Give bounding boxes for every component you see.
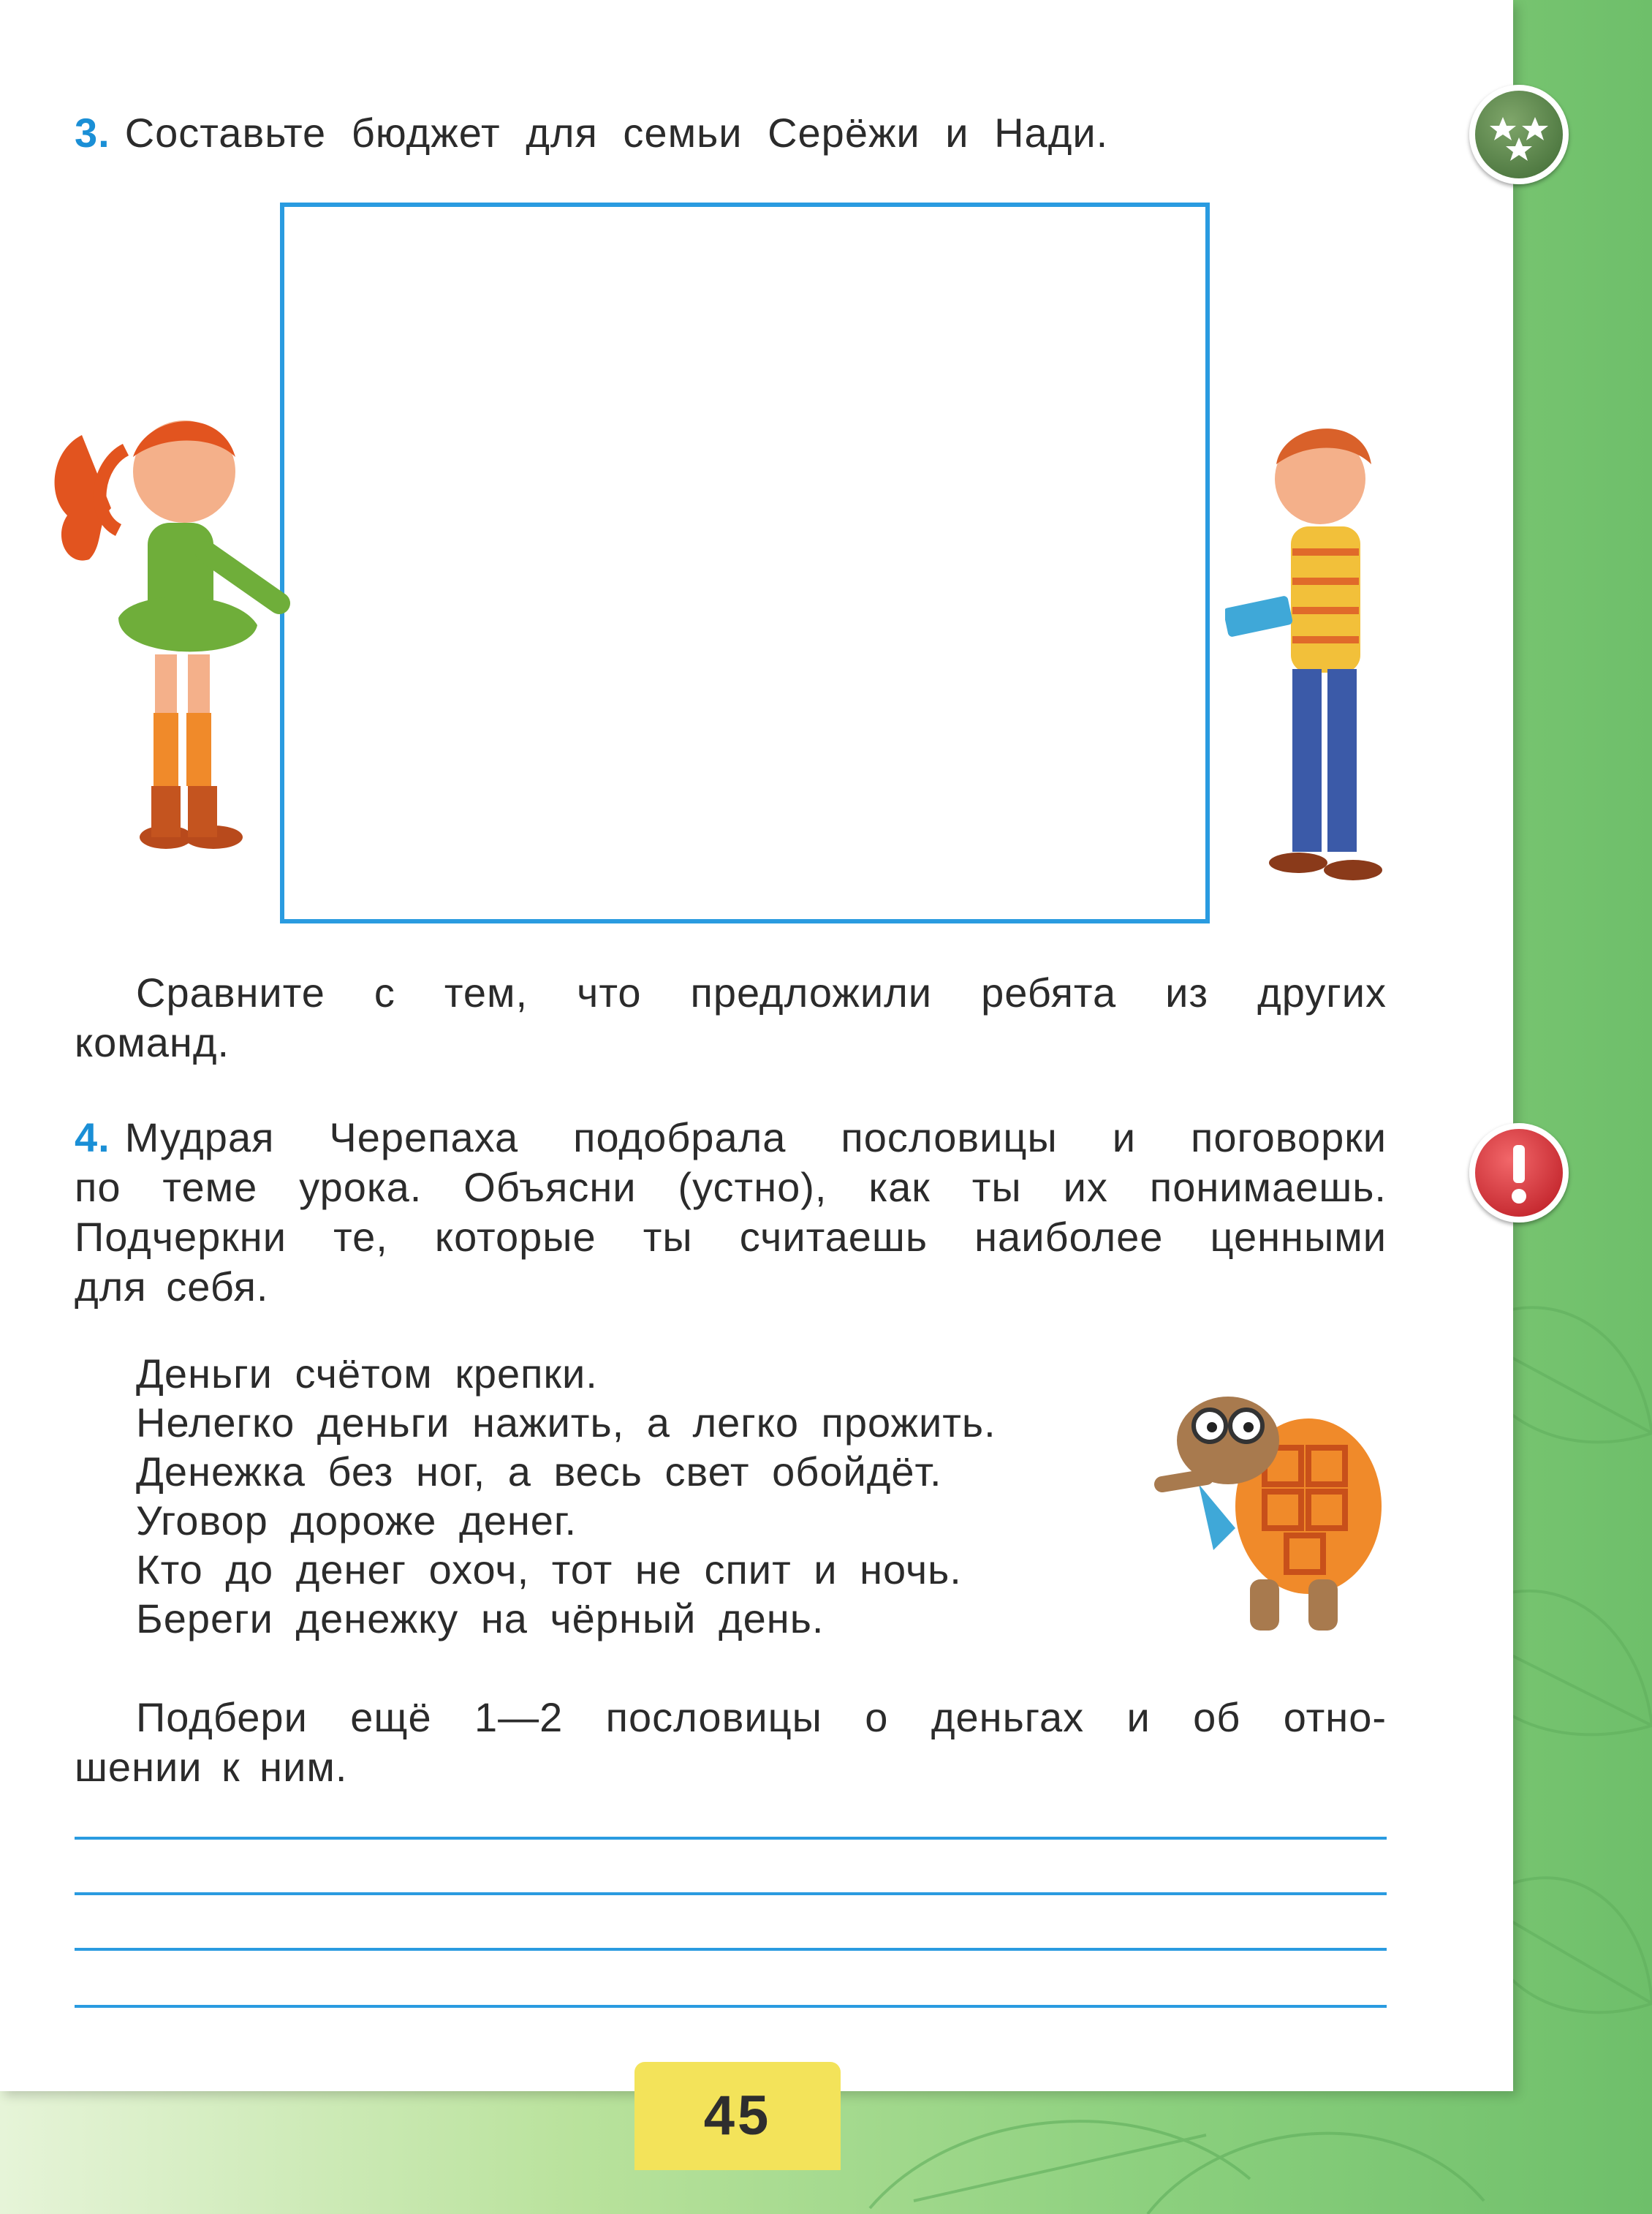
extra-line-1: Подбери ещё 1—2 пословицы о деньгах и об отно- [136, 1694, 1387, 1740]
proverb-item[interactable]: Денежка без ног, а весь свет обойдёт. [136, 1448, 942, 1495]
compare-line-2: команд. [75, 1019, 230, 1065]
task-4-line-1 [75, 1113, 1387, 1163]
bottom-leaf-decoration [841, 2091, 1498, 2214]
task-3-number: 3. [75, 110, 110, 156]
proverb-item[interactable]: Кто до денег охоч, тот не спит и ночь. [136, 1546, 962, 1593]
task-4-line-2: по теме урока. Объясни (устно), как ты их понимаешь. [75, 1164, 1387, 1210]
extra-task-paragraph [75, 1693, 1387, 1792]
writing-line[interactable] [75, 2005, 1387, 2008]
proverb-item[interactable]: Деньги счётом крепки. [136, 1350, 598, 1397]
three-stars-icon [1475, 91, 1563, 178]
task-3-text: Составьте бюджет для семьи Серёжи и Нади. [124, 110, 1109, 156]
writing-line[interactable] [75, 1837, 1387, 1840]
difficulty-stars-badge [1469, 85, 1569, 184]
proverb-item[interactable]: Нелегко деньги нажить, а легко прожить. [136, 1399, 996, 1446]
task-4-number: 4. [75, 1114, 110, 1160]
girl-nadya-illustration [38, 406, 330, 888]
proverbs-list [136, 1349, 996, 1643]
task-4-line-3: Подчеркни те, которые ты считаешь наиболее ценными [75, 1214, 1387, 1260]
page-number: 45 [634, 2062, 841, 2170]
extra-line-2: шении к ним. [75, 1744, 348, 1790]
task-4-paragraph [75, 1113, 1387, 1312]
task-4-line-1-text: Мудрая Черепаха подобрала пословицы и поговорки [124, 1114, 1387, 1160]
compare-paragraph [75, 968, 1387, 1068]
budget-answer-box[interactable] [280, 203, 1210, 923]
task-3-heading [75, 108, 1108, 158]
writing-line[interactable] [75, 1948, 1387, 1951]
task-4-line-4: для себя. [75, 1263, 269, 1310]
exclamation-icon [1475, 1129, 1563, 1217]
compare-line-1: Сравните с тем, что предложили ребята из других [136, 970, 1387, 1016]
important-badge [1469, 1123, 1569, 1223]
writing-line[interactable] [75, 1892, 1387, 1895]
proverb-item[interactable]: Береги денежку на чёрный день. [136, 1595, 825, 1641]
wise-turtle-illustration [1148, 1382, 1389, 1645]
boy-seryozha-illustration [1225, 413, 1415, 896]
proverb-item[interactable]: Уговор дороже денег. [136, 1497, 577, 1544]
